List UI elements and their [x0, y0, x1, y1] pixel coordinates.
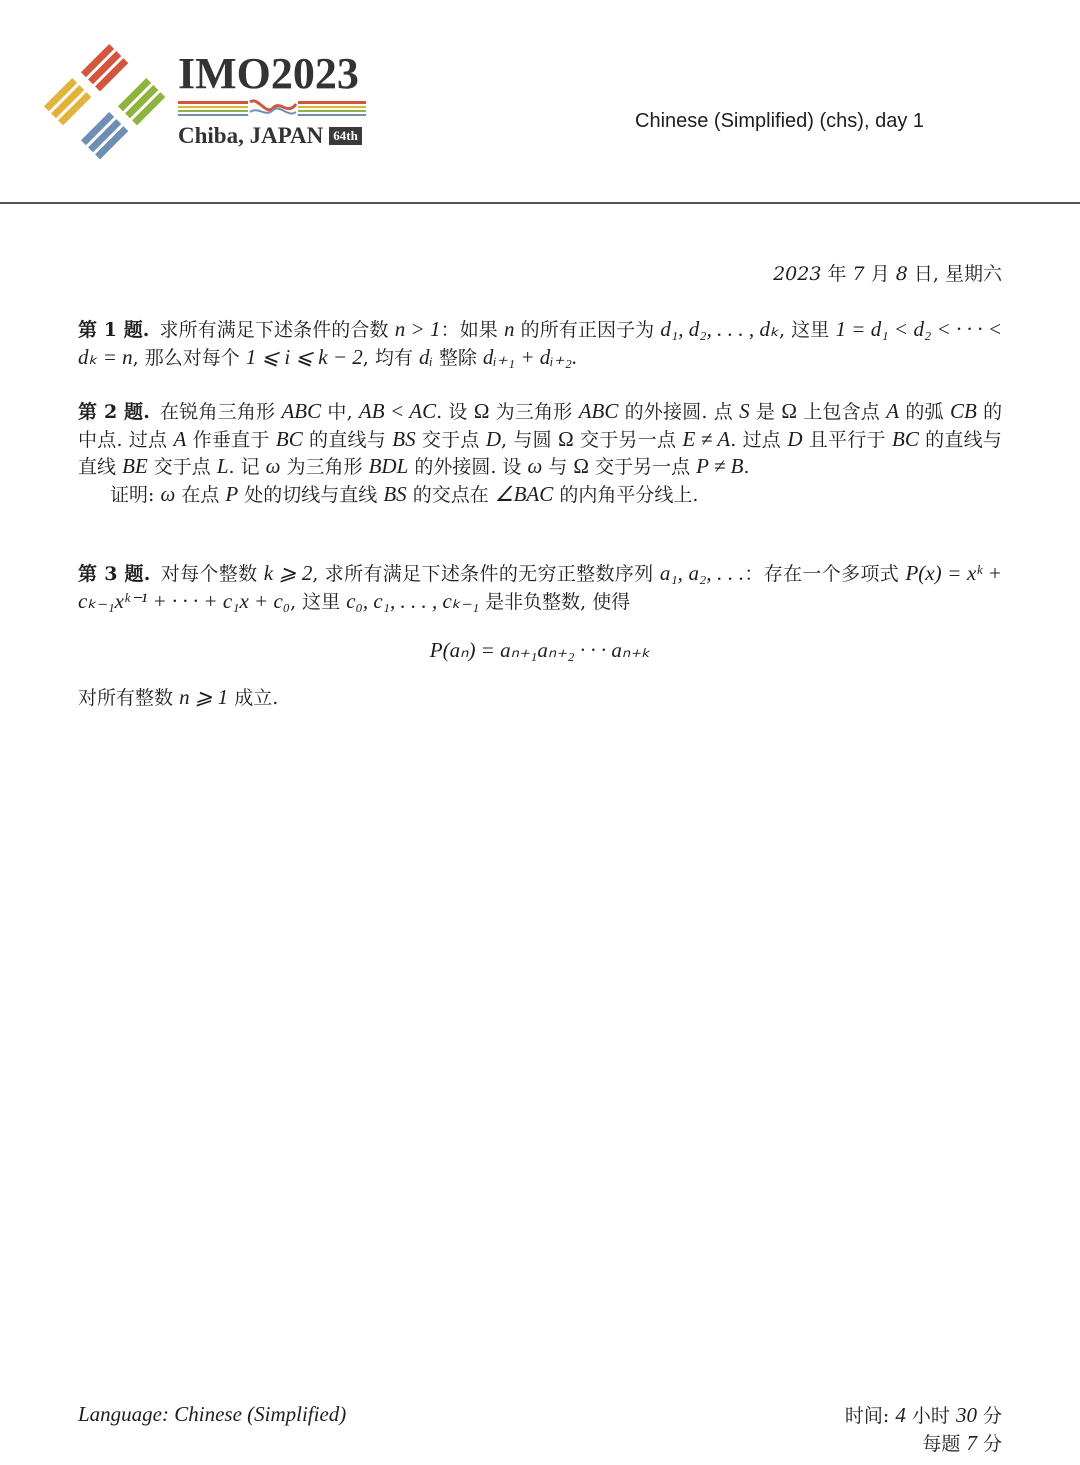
- problem-2-proof: 证明: ω 在点 P 处的切线与直线 BS 的交点在 ∠BAC 的内角平分线上.: [110, 481, 699, 506]
- time-limit: 时间: 4 小时 30 分: [844, 1403, 1002, 1427]
- exam-date: 2023 年 7 月 8 日, 星期六: [773, 263, 1002, 285]
- footer-language: Language: Chinese (Simplified): [78, 1402, 347, 1426]
- language-day-label: Chinese (Simplified) (chs), day 1: [635, 110, 924, 132]
- brand-title: IMO2023: [178, 49, 359, 98]
- problem-label: 第 3 题.: [78, 563, 151, 585]
- problem-3: 第 3 题. 对每个整数 k ⩾ 2, 求所有满足下述条件的无穷正整数序列 a₁, a₂, . . .：存在一个多项式 P(x) = xᵏ + cₖ₋₁xᵏ⁻¹ + · · · + c₁x + c₀, 这里 c₀, c₁, . . . , cₖ₋₁ 是非负整数, 使得 P(aₙ) = aₙ₊₁aₙ₊₂ · · · aₙ₊ₖ 对所有整数 n ⩾ 1 成立.: [78, 561, 1002, 709]
- problem-label: 第 2 题.: [78, 401, 150, 423]
- page-header: [0, 0, 1080, 205]
- brand-city: Chiba, JAPAN 64th: [178, 122, 362, 150]
- edition-badge: 64th: [329, 127, 362, 145]
- points-per-problem: 每题 7 分: [922, 1431, 1002, 1455]
- imo-logo-icon: [40, 40, 170, 165]
- problem-1: 第 1 题. 求所有满足下述条件的合数 n > 1：如果 n 的所有正因子为 d₁, d₂, . . . , dₖ, 这里 1 = d₁ < d₂ < · · · < dₖ = n, 那么对每个 1 ⩽ i ⩽ k − 2, 均有 dᵢ 整除 dᵢ₊₁ + dᵢ₊₂.: [78, 317, 1003, 369]
- display-equation: P(aₙ) = aₙ₊₁aₙ₊₂ · · · aₙ₊ₖ: [429, 638, 651, 662]
- footer-time-points: [845, 1402, 1002, 1458]
- header-divider: [0, 202, 1080, 204]
- ribbon-icon: [178, 98, 366, 118]
- problem-2: 第 2 题. 在锐角三角形 ABC 中, AB < AC. 设 Ω 为三角形 ABC 的外接圆. 点 S 是 Ω 上包含点 A 的弧 CB 的中点. 过点 A 作垂直于 BC 的直线与 BS 交于点 D, 与圆 Ω 交于另一点 E ≠ A. 过点 D 且平行于 BC 的直线与直线 BE 交于点 L. 记 ω 为三角形 BDL 的外接圆. 设 ω 与 Ω 交于另一点 P ≠ B. 证明: ω 在点 P 处的切线与直线 BS 的交点在 ∠BAC 的内角平分线上.: [78, 398, 1002, 508]
- problem-label: 第 1 题.: [78, 319, 150, 341]
